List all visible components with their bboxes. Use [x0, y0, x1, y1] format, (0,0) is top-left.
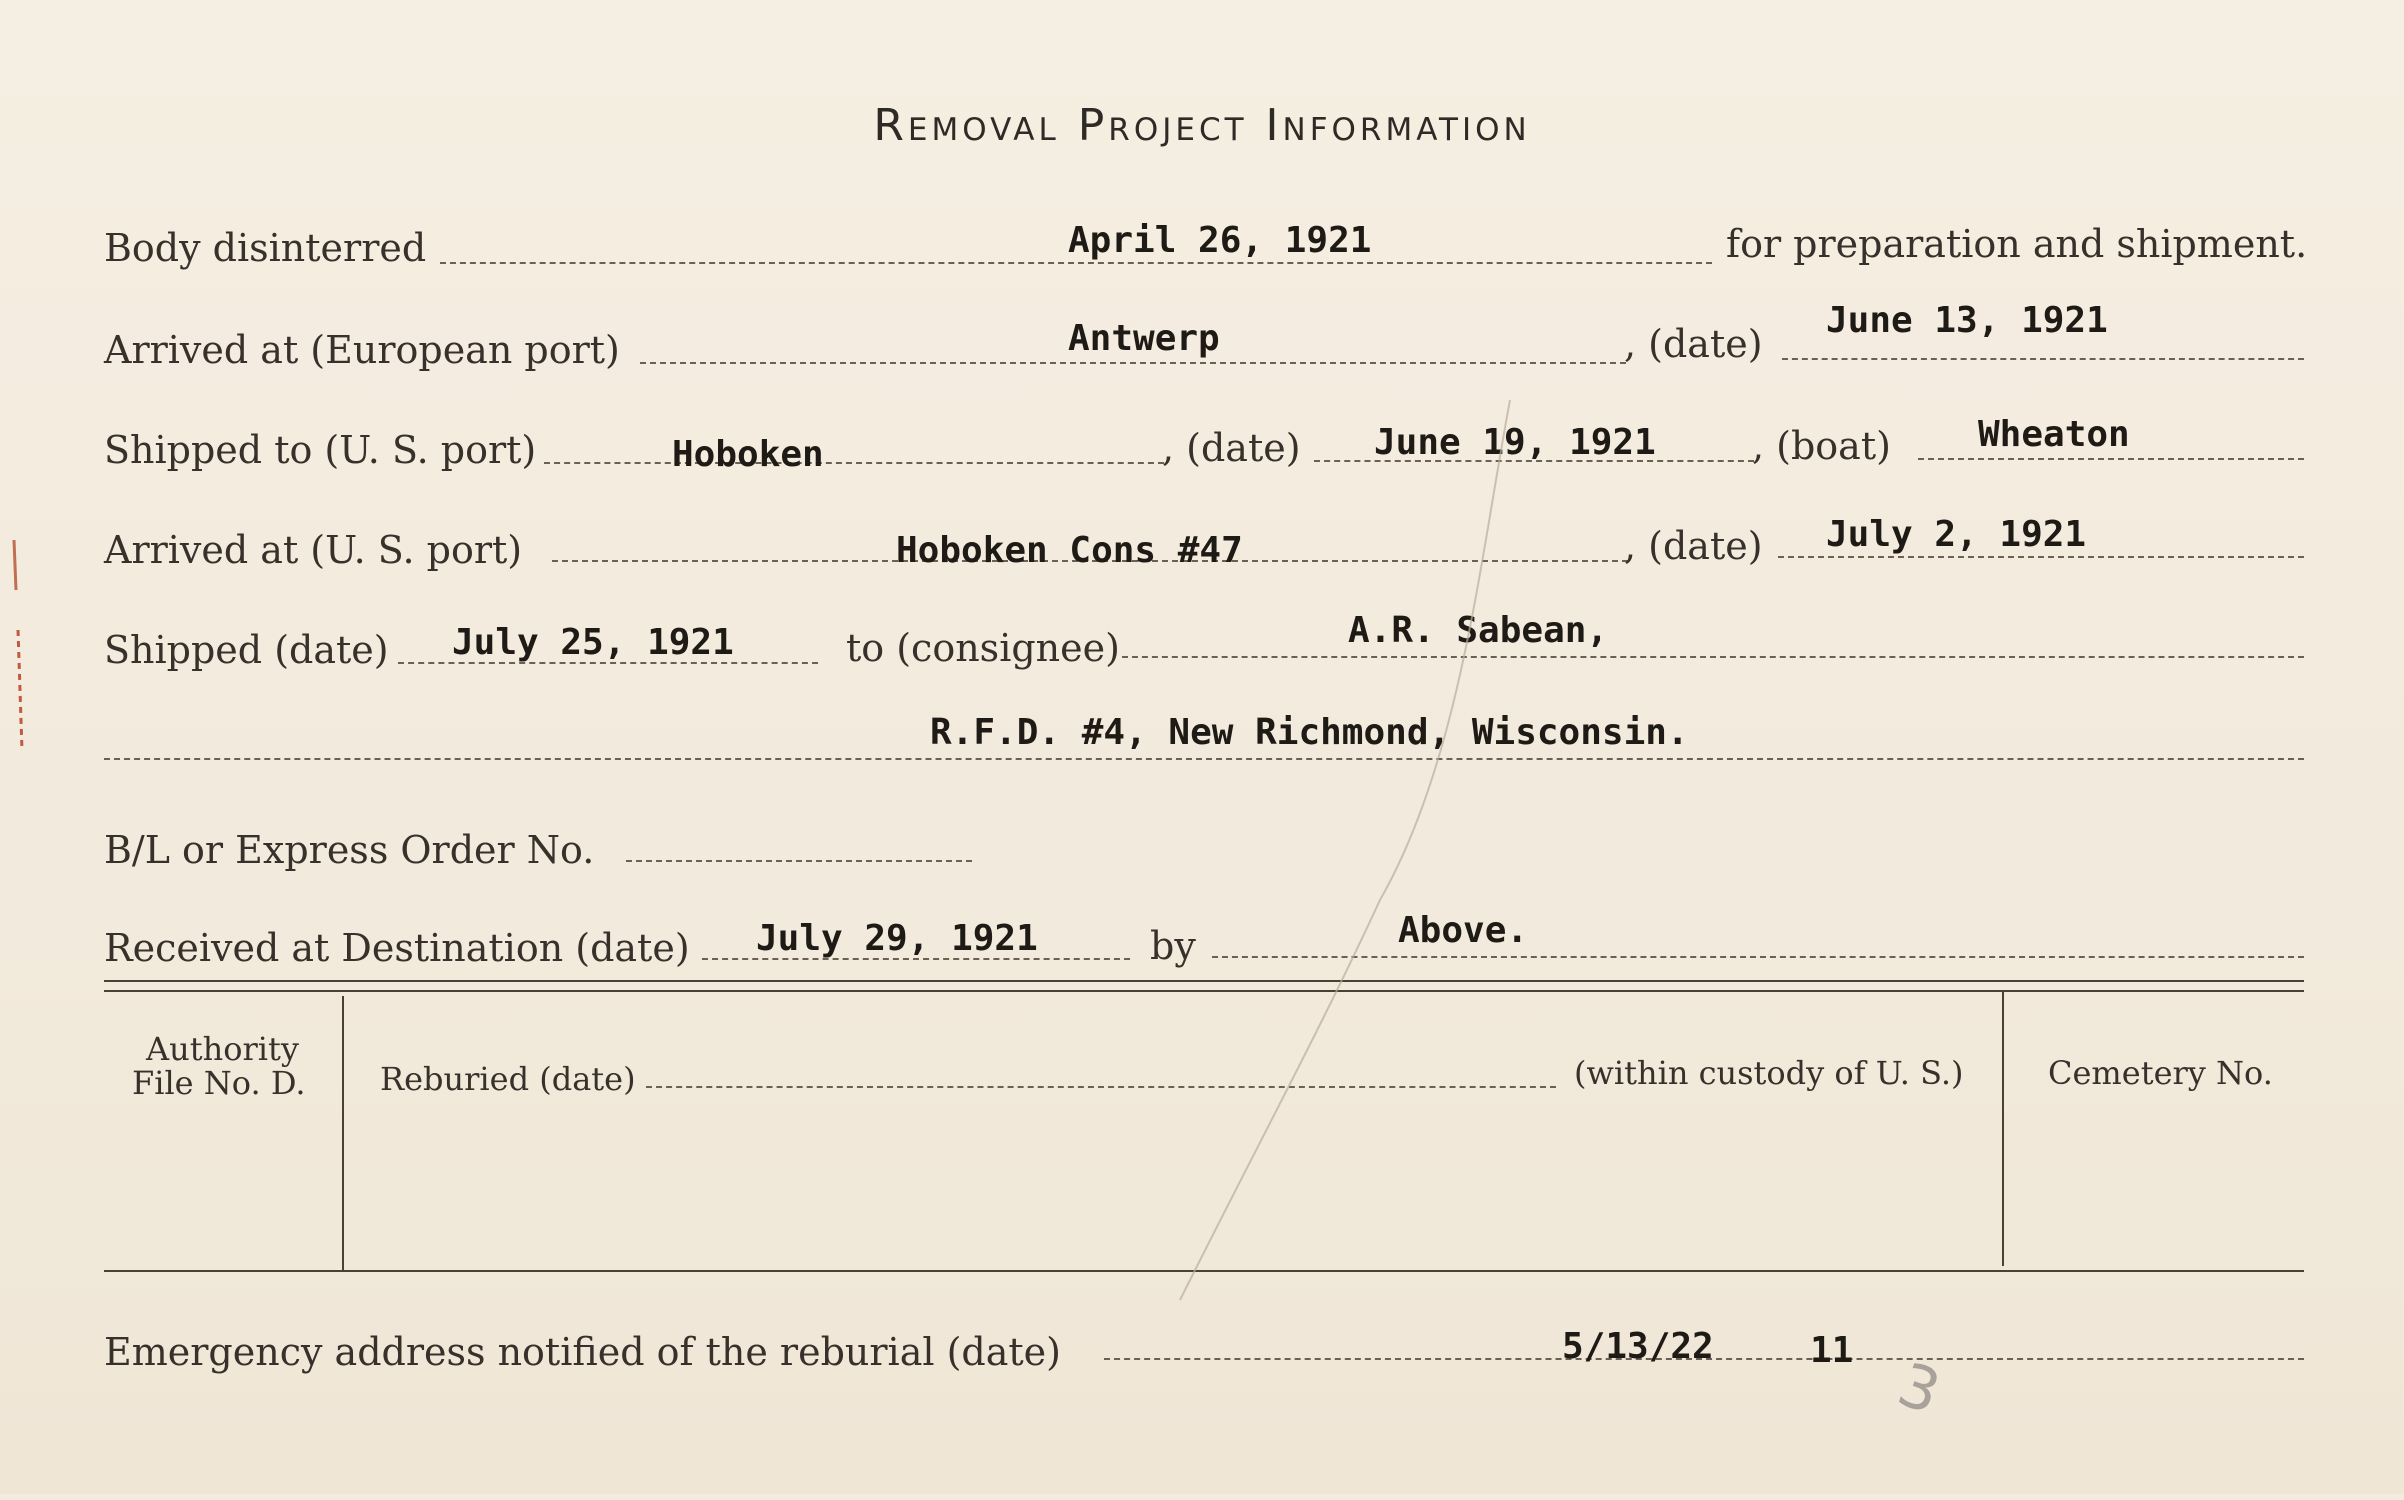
received-date: July 29, 1921: [756, 918, 1038, 959]
shipped-us-date: June 19, 1921: [1374, 422, 1656, 463]
shipped-us-boat-label: , (boat): [1752, 424, 1891, 468]
arrived-european-date-label: , (date): [1624, 322, 1763, 366]
bl-label: B/L or Express Order No.: [104, 828, 595, 872]
arrived-european-date: June 13, 1921: [1826, 300, 2108, 341]
authority-label: Authority: [146, 1030, 299, 1068]
emergency-extra: 11: [1810, 1330, 1854, 1371]
cemetery-label: Cemetery No.: [2048, 1054, 2273, 1092]
shipped-label: Shipped (date): [104, 628, 389, 672]
shipped-date: July 25, 1921: [452, 622, 734, 663]
received-label: Received at Destination (date): [104, 926, 690, 970]
margin-marks: [0, 500, 30, 1500]
consignee-label: to (consignee): [846, 626, 1120, 670]
arrived-european-value: Antwerp: [1068, 318, 1220, 359]
shipped-us-date-label: , (date): [1162, 426, 1301, 470]
file-no-label: File No. D.: [132, 1064, 306, 1102]
received-by-label: by: [1150, 924, 1196, 968]
emergency-date: 5/13/22: [1562, 1326, 1714, 1367]
arrived-us-date-label: , (date): [1624, 524, 1763, 568]
body-disinterred-suffix: for preparation and shipment.: [1726, 222, 2308, 266]
arrived-european-label: Arrived at (European port): [104, 328, 620, 372]
arrived-us-label: Arrived at (U. S. port): [104, 528, 523, 572]
reburied-label: Reburied (date): [380, 1060, 636, 1098]
custody-label: (within custody of U. S.): [1574, 1054, 1964, 1092]
pencil-mark: 3: [1889, 1349, 1950, 1429]
shipped-us-label: Shipped to (U. S. port): [104, 428, 537, 472]
arrived-us-value: Hoboken Cons #47: [896, 530, 1243, 571]
arrived-us-date: July 2, 1921: [1826, 514, 2087, 555]
consignee-address: R.F.D. #4, New Richmond, Wisconsin.: [930, 712, 1689, 753]
consignee-value: A.R. Sabean,: [1348, 610, 1609, 651]
emergency-label: Emergency address notified of the reburial (date): [104, 1330, 1061, 1374]
body-disinterred-label: Body disinterred: [104, 226, 427, 270]
shipped-us-value: Hoboken: [672, 434, 824, 475]
card-title: Removal Project Information: [873, 100, 1531, 151]
shipped-us-boat: Wheaton: [1978, 414, 2130, 455]
received-by: Above.: [1398, 910, 1529, 951]
body-disinterred-value: April 26, 1921: [1068, 220, 1372, 261]
